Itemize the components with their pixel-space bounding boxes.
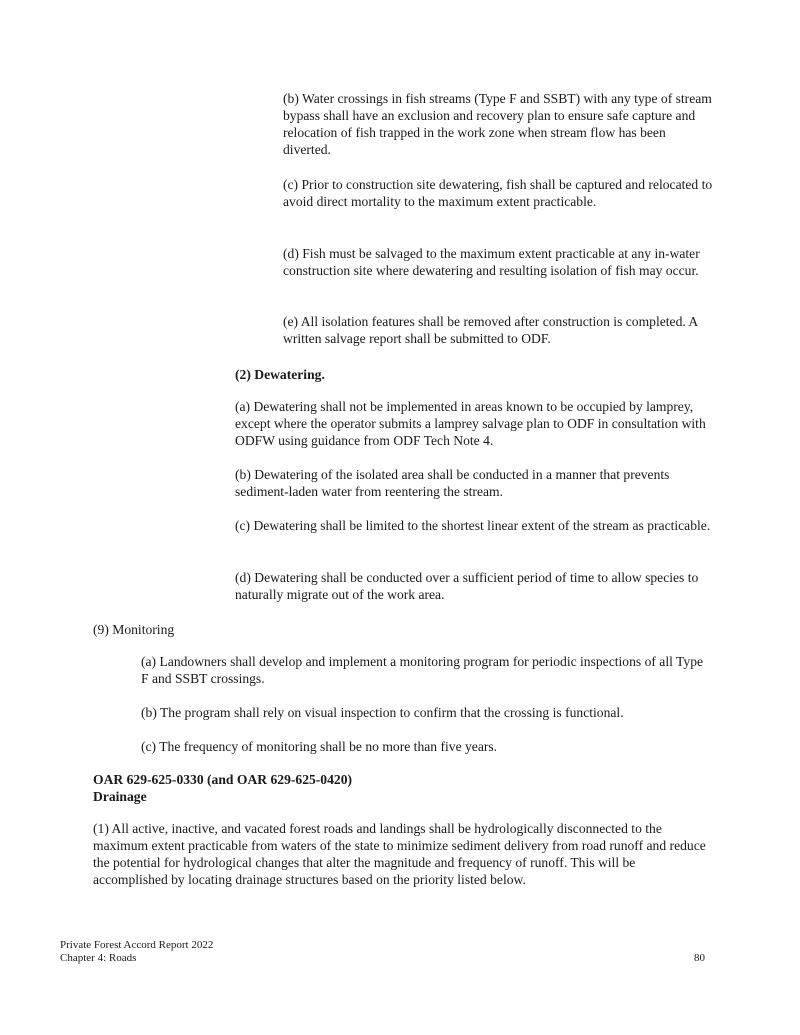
fish-item-e: (e) All isolation features shall be removed after construction is completed. A written salvage report shall be submitted to ODF.: [283, 314, 698, 346]
dewatering-item-a: (a) Dewatering shall not be implemented in areas known to be occupied by lamprey, except where the operator submits a lamprey salvage plan to ODF in consultation with ODFW using guidance from ODF Tech Note 4.: [235, 399, 706, 448]
monitoring-item-a: (a) Landowners shall develop and implement a monitoring program for periodic inspections of all Type F and SSBT crossings.: [141, 654, 704, 686]
monitoring-heading: (9) Monitoring: [93, 622, 175, 637]
footer-report-title: Private Forest Accord Report 2022: [60, 939, 214, 951]
dewatering-item-d: (d) Dewatering shall be conducted over a sufficient period of time to allow species to naturally migrate out of the work area.: [235, 570, 699, 602]
page-number: 80: [694, 952, 705, 964]
drainage-rule-number: OAR 629-625-0330 (and OAR 629-625-0420): [93, 772, 353, 787]
dewatering-item-b: (b) Dewatering of the isolated area shall be conducted in a manner that prevents sediment-laden water from reentering the stream.: [235, 467, 670, 499]
monitoring-item-c: (c) The frequency of monitoring shall be no more than five years.: [141, 739, 498, 754]
fish-item-b: (b) Water crossings in fish streams (Type F and SSBT) with any type of stream bypass shall have an exclusion and recovery plan to ensure safe capture and relocation of fish trapped in the work zone when stream flow has been diverted.: [283, 91, 712, 157]
dewatering-heading: (2) Dewatering.: [235, 367, 325, 382]
fish-item-d: (d) Fish must be salvaged to the maximum extent practicable at any in-water construction site where dewatering and resulting isolation of fish may occur.: [283, 246, 700, 278]
drainage-title: Drainage: [93, 789, 147, 804]
monitoring-item-b: (b) The program shall rely on visual inspection to confirm that the crossing is functional.: [141, 705, 624, 720]
dewatering-item-c: (c) Dewatering shall be limited to the shortest linear extent of the stream as practicable.: [235, 518, 711, 533]
fish-item-c: (c) Prior to construction site dewatering, fish shall be captured and relocated to avoid direct mortality to the maximum extent practicable.: [283, 177, 713, 209]
drainage-paragraph: (1) All active, inactive, and vacated forest roads and landings shall be hydrologically disconnected to the maximum extent practicable from waters of the state to minimize sediment delivery from road runoff and reduce the potential for hydrological changes that alter the magnitude and frequency of runoff. This will be accomplished by locating drainage structures based on the priority listed below.: [93, 821, 706, 887]
footer-chapter: Chapter 4: Roads: [60, 952, 137, 964]
